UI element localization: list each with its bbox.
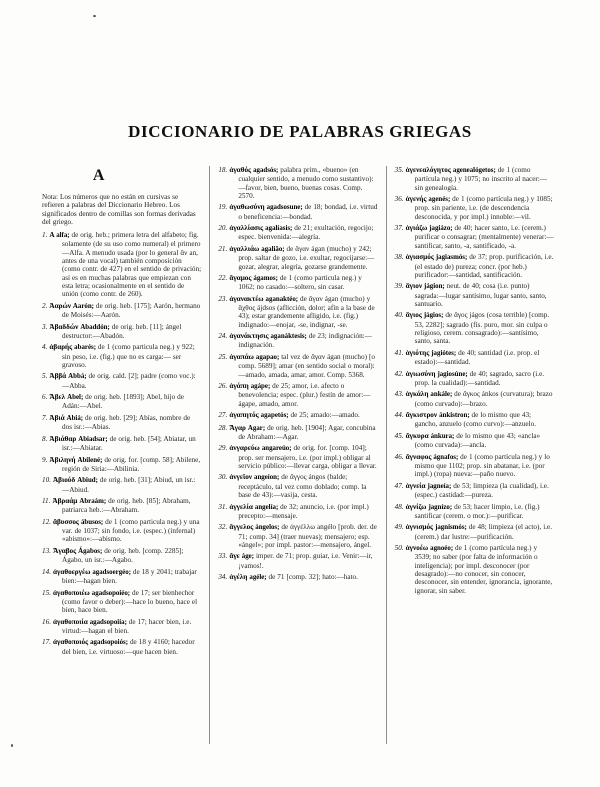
entry-number: 32. [218, 523, 230, 532]
entry-definition: de 37; prop. purificación, i.e. (el estado de) pureza; concr. (por heb.) purificador:—santidad, santificación. [414, 253, 554, 279]
entry-definition: de 53; limpieza (la cualidad), i.e. (espec.) castidad:—pureza. [414, 481, 549, 500]
entry-definition: de orig. heb. [1893]; Abel, hijo de Adán:—Abel. [62, 393, 184, 411]
entry-definition: de 71 [comp. 32]; hato:—hato. [268, 573, 358, 582]
entry-transliteration: jágion; [424, 283, 447, 291]
entry-number: 4. [42, 343, 50, 352]
entry-greek-headword: ἀγαθοποιία [52, 617, 90, 626]
entry-greek-headword: ἄγαμος [229, 274, 254, 283]
entry-greek-headword: ἀγαλλίασις [229, 224, 266, 233]
column-3 [395, 166, 554, 744]
entries-list-1 [42, 231, 201, 656]
dictionary-entry [218, 245, 377, 271]
entry-greek-headword: ἄγγελος [229, 523, 256, 532]
entry-definition: de orig. for. [comp. 58]; Abilene, región de Siria:—Abilinia. [62, 455, 201, 473]
entry-definition: de 53; hacer limpio, i.e. (fig.) santificar (cerem. o mor.):—purificar. [414, 502, 540, 520]
dictionary-entry [218, 274, 377, 292]
entry-number: 12. [42, 517, 53, 526]
entry-number: 48. [394, 502, 406, 511]
entry-number: 33. [218, 552, 230, 561]
dictionary-entry [218, 473, 377, 499]
entry-definition: de 17; hacer bien, i.e. virtud:—hagan el bien. [62, 617, 192, 635]
entry-definition: de ἄγγος ángos (balde; receptáculo, tal vez como doblado; comp. la base de 43):—vasija, cesta. [238, 473, 367, 500]
entry-transliteration: agadsopoiía; [89, 618, 129, 626]
entry-transliteration: agapetós; [260, 412, 291, 420]
entry-greek-headword: ἀγανάκτησις [229, 332, 271, 341]
dictionary-entry [42, 476, 201, 494]
entry-number: 3. [42, 322, 50, 331]
entry-number: 45. [394, 431, 406, 440]
entry-number: 1. [42, 231, 50, 240]
dictionary-entry [395, 166, 554, 192]
entry-transliteration: angareúo; [261, 445, 294, 453]
editorial-note: Nota: Los números que no están en cursivas se refieren a palabras del Diccionario Hebreo. Los significados dentro de comillas son formas derivadas del griego. [42, 193, 196, 226]
entry-definition: de orig. heb. [29]; Abías, nombre de dos isr.:—Abias. [62, 413, 191, 432]
entry-greek-headword: ἀγάπη [229, 382, 251, 391]
entry-number: 17. [42, 638, 53, 647]
entry-definition: de 18 y 2041; trabajar bien:—hagan bien. [62, 567, 197, 586]
dictionary-entry [218, 424, 377, 442]
entry-greek-headword: ἀνγεῖον [229, 473, 254, 482]
entry-definition: de orig. heb. [54]; Abiatar, un isr.:—Abiatar. [62, 434, 196, 453]
entry-number: 8. [42, 434, 50, 443]
entry-transliteration: aganaktéo; [265, 295, 301, 303]
entry-number: 18. [218, 166, 230, 174]
entry-greek-headword: Α [49, 231, 57, 240]
entry-transliteration: jágios; [423, 312, 446, 320]
entry-greek-headword: ἀγενής [405, 195, 429, 204]
scan-speck [93, 15, 96, 17]
entry-definition: de 32; anuncio, i.e. (por impl.) precepto:—mensaje. [238, 502, 369, 520]
entry-transliteration: agenealógetos; [452, 167, 498, 174]
entry-definition: de orig. heb. [175]; Aarón, hermano de Moisés:—Aarón. [62, 301, 201, 320]
entry-transliteration: jagiázo; [429, 225, 455, 233]
entry-greek-headword: Ἄγαρ [229, 423, 248, 432]
entry-number: 38. [394, 253, 406, 262]
entry-definition: de 18; bondad, i.e. virtud o beneficencia:—bondad. [238, 203, 378, 221]
entry-greek-headword: Ἄγαβος [52, 546, 79, 555]
dictionary-entry [218, 224, 377, 242]
entry-transliteration: ángelos; [255, 524, 282, 532]
entry-transliteration: ágamos; [253, 275, 280, 283]
dictionary-entry [218, 295, 377, 329]
entry-greek-headword: ἀγαπάω [229, 352, 256, 361]
entry-greek-headword: ἁγιάζω [405, 224, 430, 233]
entry-greek-headword: ἀγέλη [229, 573, 250, 582]
entry-number: 29. [218, 444, 230, 453]
dictionary-entry [42, 435, 201, 453]
dictionary-entry [395, 482, 554, 500]
entry-number: 6. [42, 393, 50, 402]
entry-number: 28. [218, 423, 230, 432]
entry-definition: de orig. for. [comp. 104]; prop. ser mensajero, i.e. (por impl.) obligar al servicio público:—llevar carga, obligar a llevar. [238, 444, 377, 470]
entry-greek-headword: ἁγνισμός [405, 523, 436, 532]
column-1 [42, 166, 201, 744]
entry-greek-headword: Ἄβελ [49, 393, 68, 402]
entry-transliteration: angeíon; [254, 474, 282, 482]
entry-definition: tal vez de ἄγαν ágan (mucho) [o comp. 5689]; amar (en sentido social o moral):—amado, amada, amar, amor. Comp. 5368. [238, 352, 375, 379]
dictionary-entry [42, 618, 201, 636]
entry-number: 26. [218, 382, 230, 391]
dictionary-entry [218, 382, 377, 408]
dictionary-entry [42, 323, 201, 341]
entry-definition: de 1 (como partícula neg.) y lo mismo que 1102; prop. sin abatanar, i.e. (por impl.) (ropa) nueva:—paño nuevo. [414, 452, 550, 479]
dictionary-entry [395, 370, 554, 388]
dictionary-entry [395, 195, 554, 221]
entry-number: 25. [218, 352, 230, 361]
entry-greek-headword: ἀγαθοεργέω [52, 567, 93, 576]
entry-greek-headword: ἀγαλλιάω [229, 244, 262, 253]
entry-greek-headword: ἅγιον [405, 282, 425, 291]
entry-number: 37. [394, 224, 406, 233]
entry-definition: de orig. heb. [comp. 2285]; Ágabo, un isr.:—Agabo. [62, 546, 184, 565]
dictionary-entry [42, 414, 201, 432]
entry-transliteration: agalíasis; [265, 225, 295, 233]
dictionary-entry [218, 166, 377, 200]
entry-definition: de 1 (como particula neg.) y una var. de 1037; sin fondo, i.e. (espec.) (infernal) «abismo»:—abismo. [62, 517, 200, 544]
entry-transliteration: ankále; [430, 391, 455, 399]
entry-definition: neut. de 40; cosa (i.e. punto) sagrada:—lugar santísimo, lugar santo, santo, santuario. [414, 282, 547, 308]
entry-transliteration: ábusos; [80, 518, 106, 526]
entry-greek-headword: ἀγαπητός [229, 411, 261, 420]
dictionary-entry [42, 393, 201, 411]
dictionary-entry [395, 390, 554, 408]
entry-transliteration: agenés; [428, 196, 453, 204]
entry-greek-headword: ἄγκιστρον [405, 411, 440, 420]
dictionary-entry [218, 552, 377, 570]
entry-transliteration: áge; [241, 553, 256, 561]
entry-number: 31. [218, 502, 230, 511]
entry-greek-headword: Ἀαρών [49, 301, 73, 310]
entry-greek-headword: Ἀβιληνή [49, 455, 78, 464]
entry-transliteration: agalião; [261, 245, 287, 253]
entry-transliteration: ágnafos; [433, 453, 461, 461]
entry-transliteration: Abaddón; [80, 323, 112, 331]
entry-number: 5. [42, 372, 50, 381]
entry-transliteration: agnoéo; [430, 545, 456, 553]
entry-number: 47. [394, 481, 406, 490]
entry-transliteration: agadsopoiéo; [91, 589, 133, 597]
dictionary-entry [218, 523, 377, 549]
scan-speck [11, 744, 13, 747]
entry-greek-headword: ἁγνίζω [405, 502, 429, 511]
dictionary-entry [395, 224, 554, 250]
entry-transliteration: jagneía; [427, 482, 454, 490]
entry-definition: de orig. heb. [11]; ángel destructor:—Abadón. [62, 322, 182, 340]
entry-definition: de 17; ser bienhechor (como favor o deber):—hace lo bueno, hace el bien, hace bien. [62, 588, 198, 615]
entry-greek-headword: ἀγνοέω [405, 544, 431, 553]
entry-number: 35. [394, 166, 406, 174]
entry-transliteration: Abraám; [79, 498, 109, 506]
entries-list-3 [395, 166, 554, 595]
entry-transliteration: agadsós; [253, 167, 281, 174]
dictionary-entry [42, 589, 201, 615]
entry-number: 10. [42, 476, 53, 485]
entry-transliteration: agadsopoiós; [90, 639, 130, 647]
entry-transliteration: agapao; [255, 353, 282, 361]
entry-transliteration: agadsosune; [266, 204, 305, 212]
dictionary-entry [42, 568, 201, 586]
entry-number: 34. [218, 573, 230, 582]
dictionary-entry [218, 503, 377, 521]
entry-definition: de ἄγκος ánkos (curvatura); brazo (como curvado):—brazo. [414, 390, 553, 408]
entry-definition: de 40; santidad (i.e. prop. el estado):—santidad. [414, 348, 540, 367]
entry-definition: de 25; amado:—amado. [290, 411, 360, 420]
entry-definition: palabra prim., «bueno» (en cualquier sentido, a menudo como sustantivo):—favor, bien, bueno, buenas cosas. Comp. 2570. [238, 166, 374, 200]
entry-greek-headword: Ἀβιά [49, 413, 67, 422]
entry-greek-headword: ἄβυσσος [52, 517, 81, 526]
entry-number: 13. [42, 546, 53, 555]
entry-greek-headword: ἄγε [229, 552, 242, 561]
text-columns [42, 166, 554, 744]
entry-number: 24. [218, 332, 230, 341]
entry-definition: de ἅγος jágos (cosa terrible) [comp. 53, 2282]; sagrado (fís. puro, mor. sin culpa o religioso, cerem. consagrado):—santísimo, santo, santa. [414, 311, 550, 346]
dictionary-entry [218, 573, 377, 582]
entry-definition: de 1 (como particula neg.) y 922; sin peso, i.e. (fig.) que no es carga:— ser gravoso. [62, 343, 195, 369]
entry-definition: de ἀγγέλλω angélo [prob. der. de 71; comp. 34] (traer nuevas); mensajero; esp. «ángel»; por impl. pastor:—mensajero, ángel. [238, 523, 377, 549]
entry-number: 21. [218, 244, 230, 253]
entry-definition: de ἄγαν ágan (mucho) y 242; prop. saltar de gozo, i.e. exultar, regocijarse:—gozar, alegrar, alegría, gozarse grandemente. [238, 244, 375, 271]
entry-transliteration: agéle; [249, 574, 269, 582]
entry-number: 30. [218, 473, 230, 482]
entry-number: 46. [394, 452, 406, 461]
entry-greek-headword: ἀγαθοποιός [52, 638, 91, 647]
entry-number: 44. [394, 411, 406, 420]
entry-transliteration: alfa; [56, 232, 72, 240]
entry-definition: de 1 (como partícula neg.) y 1075; no inscrito al nacer:—sin genealogía. [414, 166, 547, 192]
entry-greek-headword: ἀγγελία [229, 502, 255, 511]
entry-number: 36. [394, 195, 406, 204]
dictionary-entry [395, 453, 554, 479]
entry-transliteration: agápe; [250, 383, 273, 391]
page-title: DICCIONARIO DE PALABRAS GRIEGAS [128, 122, 472, 141]
entry-number: 20. [218, 224, 230, 233]
entry-definition: de orig. heb. [85]; Abraham, patriarca heb.:—Abraham. [62, 497, 191, 515]
dictionary-entry [42, 231, 201, 298]
entry-definition: de 40; sagrado, sacro (i.e. prop. la cualidad):—santidad. [414, 369, 545, 387]
entry-greek-headword: Ἀβιούδ [52, 476, 78, 485]
entry-greek-headword: ἀγαθοποιέω [52, 588, 92, 597]
entry-definition: de 1 (como partícula neg.) y 1085; prop. sin pariente, i.e. (de descendencia desconocida, y por impl.) innoble:—vil. [414, 195, 553, 221]
dictionary-entry [395, 253, 554, 279]
entry-transliteration: ánkistron; [439, 412, 472, 420]
entry-transliteration: jagiótes; [431, 349, 459, 357]
entry-transliteration: jagiosúne; [437, 370, 470, 378]
entry-transliteration: Abiud; [77, 477, 100, 485]
dictionary-entry [395, 411, 554, 429]
entry-greek-headword: ἁγνεία [405, 481, 428, 490]
entry-definition: de 1 (como partícula neg.) y 3539; no saber (por falta de información o inteligencia); por impl. desconocer (por desagrado):—no conocer, sin conocer, desconocer, sin entender, ignorancia, ignorante, ignorar, sin saber. [414, 544, 553, 595]
entry-greek-headword: Ἀββά [49, 372, 69, 381]
entry-greek-headword: ἀγενεαλόγητος [405, 166, 453, 174]
entry-greek-headword: ἅγιος [405, 311, 424, 320]
entry-greek-headword: ἄγναφος [405, 452, 434, 461]
entry-number: 16. [42, 617, 53, 626]
entry-transliteration: jagnízo; [428, 503, 455, 511]
entry-transliteration: jagiasmós; [435, 254, 470, 262]
entry-definition: de orig. heb. [31]; Abiud, un isr.:—Abiud. [62, 476, 196, 494]
entry-number: 11. [42, 497, 53, 506]
entry-transliteration: Abiá; [66, 414, 85, 422]
entry-number: 41. [394, 348, 406, 357]
entry-transliteration: Abilené; [77, 456, 105, 464]
entry-definition: de 23; indignación:—indignación. [238, 332, 372, 350]
dictionary-entry [42, 547, 201, 565]
entry-transliteration: Ágabos; [78, 547, 105, 555]
entry-greek-headword: ἀγαθωσύνη [229, 203, 267, 212]
entry-transliteration: Aarón; [72, 302, 96, 310]
entry-greek-headword: Ἀβαδδών [49, 322, 81, 331]
entry-definition: de 1 (como particula neg.) y 1062; no casado:—soltero, sin casar. [238, 274, 362, 292]
dictionary-entry [42, 372, 201, 390]
entry-number: 39. [394, 282, 406, 291]
dictionary-entry [42, 343, 201, 369]
entry-definition: de 25; amor, i.e. afecto o benevolencia; espec. (plur.) festín de amor:—ágape, amado, amor. [238, 382, 371, 408]
entry-greek-headword: ἀνγαρεύω [229, 444, 262, 453]
entry-definition: de lo mismo que 43; «ancla» (como curvada):—ancla. [414, 431, 541, 450]
entry-number: 15. [42, 588, 53, 597]
entry-greek-headword: ἄγκυρα [405, 431, 431, 440]
entry-number: 14. [42, 567, 53, 576]
dictionary-entry [395, 544, 554, 595]
entry-number: 9. [42, 455, 50, 464]
entry-number: 19. [218, 203, 230, 212]
entry-definition: de 18 y 4160; hacedor del bien, i.e. virtuoso:—que hacen bien. [62, 638, 195, 656]
dictionary-entry [218, 444, 377, 470]
entry-number: 40. [394, 311, 406, 320]
entry-transliteration: angelía; [254, 503, 281, 511]
dictionary-entry [42, 518, 201, 544]
entries-list-2 [218, 166, 377, 582]
entry-number: 27. [218, 411, 230, 420]
entry-definition: de lo mismo que 43; gancho, anzuelo (como curvo):—anzuelo. [414, 411, 536, 429]
entry-transliteration: ánkura; [430, 432, 457, 440]
column-2 [209, 166, 386, 744]
entry-transliteration: jagnismós; [435, 524, 469, 532]
entry-number: 49. [394, 523, 406, 532]
dictionary-entry [42, 497, 201, 515]
entry-transliteration: aganáktesis; [270, 333, 309, 341]
entry-definition: de orig. cald. [2]; padre (como voc.):—Abba. [62, 372, 196, 390]
entry-greek-headword: ἀβαρής [49, 343, 75, 352]
entry-greek-headword: ἀγαθός [229, 166, 254, 174]
entry-greek-headword: ἁγιασμός [405, 253, 436, 262]
entry-greek-headword: ἀγανακτέω [229, 294, 266, 303]
entry-transliteration: Abbá; [68, 373, 89, 381]
entry-definition: de orig. heb. [1904]; Agar, concubina de Abraham:—Agar. [238, 423, 376, 441]
dictionary-entry [395, 282, 554, 308]
entry-definition: imper. de 71; prop. guiar, i.e. Venir:—ir, ¡vamos!. [238, 552, 373, 570]
entry-number: 42. [394, 369, 406, 378]
dictionary-entry [218, 411, 377, 420]
entry-greek-headword: Ἀβραάμ [52, 497, 80, 506]
entry-greek-headword: ἀγκάλη [405, 390, 431, 399]
entry-greek-headword: ἁγιότης [405, 348, 432, 357]
entry-number: 22. [218, 274, 230, 283]
entry-definition: de 40; hacer santo, i.e. (cerem.) purificar o consagrar; (mentalmente) venerar:—santificar, santo, -a, santificado, -a. [414, 224, 554, 250]
entry-greek-headword: Ἀβιάθαρ [49, 434, 79, 443]
entry-greek-headword: ἁγιωσύνη [405, 369, 438, 378]
entry-transliteration: abarés; [74, 344, 98, 352]
dictionary-entry [395, 523, 554, 541]
entry-transliteration: Abel; [67, 394, 86, 402]
entry-number: 43. [394, 390, 406, 399]
entry-number: 2. [42, 301, 50, 310]
dictionary-entry [218, 332, 377, 350]
dictionary-entry [395, 503, 554, 521]
entry-number: 50. [394, 544, 406, 553]
dictionary-entry [395, 311, 554, 345]
entry-definition: de 21; exultación, regocijo; espec. bienvenida:—alegría. [238, 224, 374, 242]
entry-definition: de 48; limpieza (el acto), i.e. (cerem.) dar lustre:—purificación. [414, 523, 552, 541]
dictionary-entry [395, 349, 554, 367]
dictionary-entry [218, 203, 377, 221]
entry-transliteration: Abiadsar; [78, 435, 110, 443]
dictionary-entry [42, 638, 201, 656]
dictionary-entry [218, 353, 377, 379]
entry-number: 23. [218, 294, 230, 303]
section-letter-heading: A [92, 167, 105, 184]
entry-definition: de ἄγαν ágan (mucho) y ἄχθος ájdsos (aflicción, dolor; afín a la base de 43); estar grandemente afligido, i.e. (fig.) indignado:—enojar, -se, indignar, -se. [238, 294, 375, 329]
dictionary-entry [42, 302, 201, 320]
dictionary-entry [42, 456, 201, 474]
entry-transliteration: Agar; [247, 424, 268, 432]
entry-number: 7. [42, 413, 50, 422]
entry-transliteration: agadsoergéo; [92, 568, 133, 576]
dictionary-entry [395, 432, 554, 450]
entry-definition: de orig. heb.; primera letra del alfabeto; fig. solamente (de su uso como numeral) el primero—Alfa. A menudo usada (por lo general ἄν an, antes de una vocal) también composición (como contr. de 427) en el sentido de privación; así es en muchas palabras que empiezan con esta letra; ocasionalmente en el sentido de unión (como contr. de 260). [62, 231, 202, 299]
